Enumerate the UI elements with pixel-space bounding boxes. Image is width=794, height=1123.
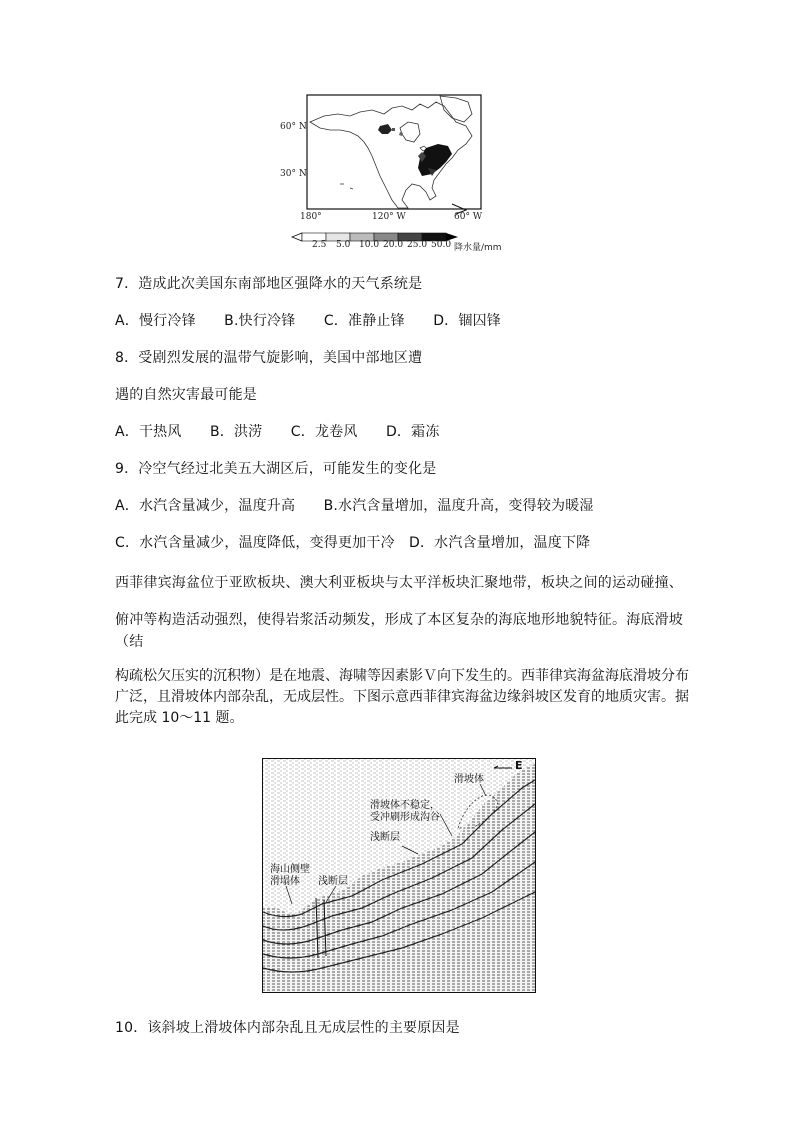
question-9-options-line1: A．水汽含量减少，温度升高 B.水汽含量增加，温度升高，变得较为暖湿: [115, 498, 594, 514]
question-8-options: A．干热风 B．洪涝 C．龙卷风 D．霜冻: [115, 424, 440, 440]
precipitation-map-figure: [280, 92, 520, 254]
lon-label-60w: 60° W: [454, 212, 483, 222]
passage-line-1: 西菲律宾海盆位于亚欧板块、澳大利亚板块与太平洋板块汇聚地带，板块之间的运动碰撞、: [115, 575, 683, 591]
shallow-fault-upper-label: 浅断层: [370, 832, 400, 843]
question-10-stem: 10．该斜坡上滑坡体内部杂乱且无成层性的主要原因是: [115, 1020, 460, 1036]
passage-line-3: （结: [115, 634, 144, 650]
passage-line-2: 俯冲等构造活动强烈，使得岩浆活动频发，形成了本区复杂的海底地形地貌特征。海底滑坡: [115, 612, 683, 628]
lat-label-30n: 30° N: [280, 169, 307, 179]
direction-label: E: [515, 759, 523, 772]
seismic-section-figure: [262, 758, 536, 993]
legend-value-3: 10.0: [359, 240, 380, 250]
question-9-stem: 9．冷空气经过北美五大湖区后，可能发生的变化是: [115, 461, 437, 477]
legend-value-4: 20.0: [383, 240, 404, 250]
lon-label-120w: 120° W: [372, 212, 406, 222]
seamount-label-1: 海山侧壁: [270, 864, 310, 875]
question-7-stem: 7．造成此次美国东南部地区强降水的天气系统是: [115, 276, 423, 292]
passage-line-4: 构疏松欠压实的沉积物）是在地震、海啸等因素影Ｖ向下发生的。西菲律宾海盆海底滑坡分布广泛，且滑坡体内部杂乱，无成层性。下图示意西菲律宾海盆边缘斜坡区发育的地质灾害。据此完成 10～11 题。: [115, 668, 689, 726]
legend-value-1: 2.5: [312, 240, 327, 250]
unstable-label: 滑坡体不稳定，: [370, 800, 440, 811]
seamount-label-2: 滑塌体: [270, 876, 300, 887]
slide-body-label: 滑坡体: [454, 774, 484, 785]
lat-label-60n: 60° N: [280, 122, 307, 132]
question-8-stem: 8．受剧烈发展的温带气旋影响，美国中部地区遭: [115, 350, 423, 366]
question-7-options: A．慢行冷锋 B.快行冷锋 C．准静止锋 D．锢囚锋: [115, 313, 501, 329]
legend-unit: 降水量/mm: [454, 243, 502, 253]
shallow-fault-lower-label: 浅断层: [318, 876, 348, 887]
question-8-stem-cont: 遇的自然灾害最可能是: [115, 387, 257, 403]
lon-label-180: 180°: [300, 212, 322, 222]
precipitation-legend: [290, 228, 515, 252]
question-9-options-line2: C．水汽含量减少，温度降低，变得更加干冷 D．水汽含量增加，温度下降: [115, 535, 591, 551]
legend-value-2: 5.0: [336, 240, 351, 250]
legend-value-6: 50.0: [431, 240, 452, 250]
legend-value-5: 25.0: [407, 240, 428, 250]
unstable-label-2: 受冲刷形成沟谷: [370, 812, 440, 823]
